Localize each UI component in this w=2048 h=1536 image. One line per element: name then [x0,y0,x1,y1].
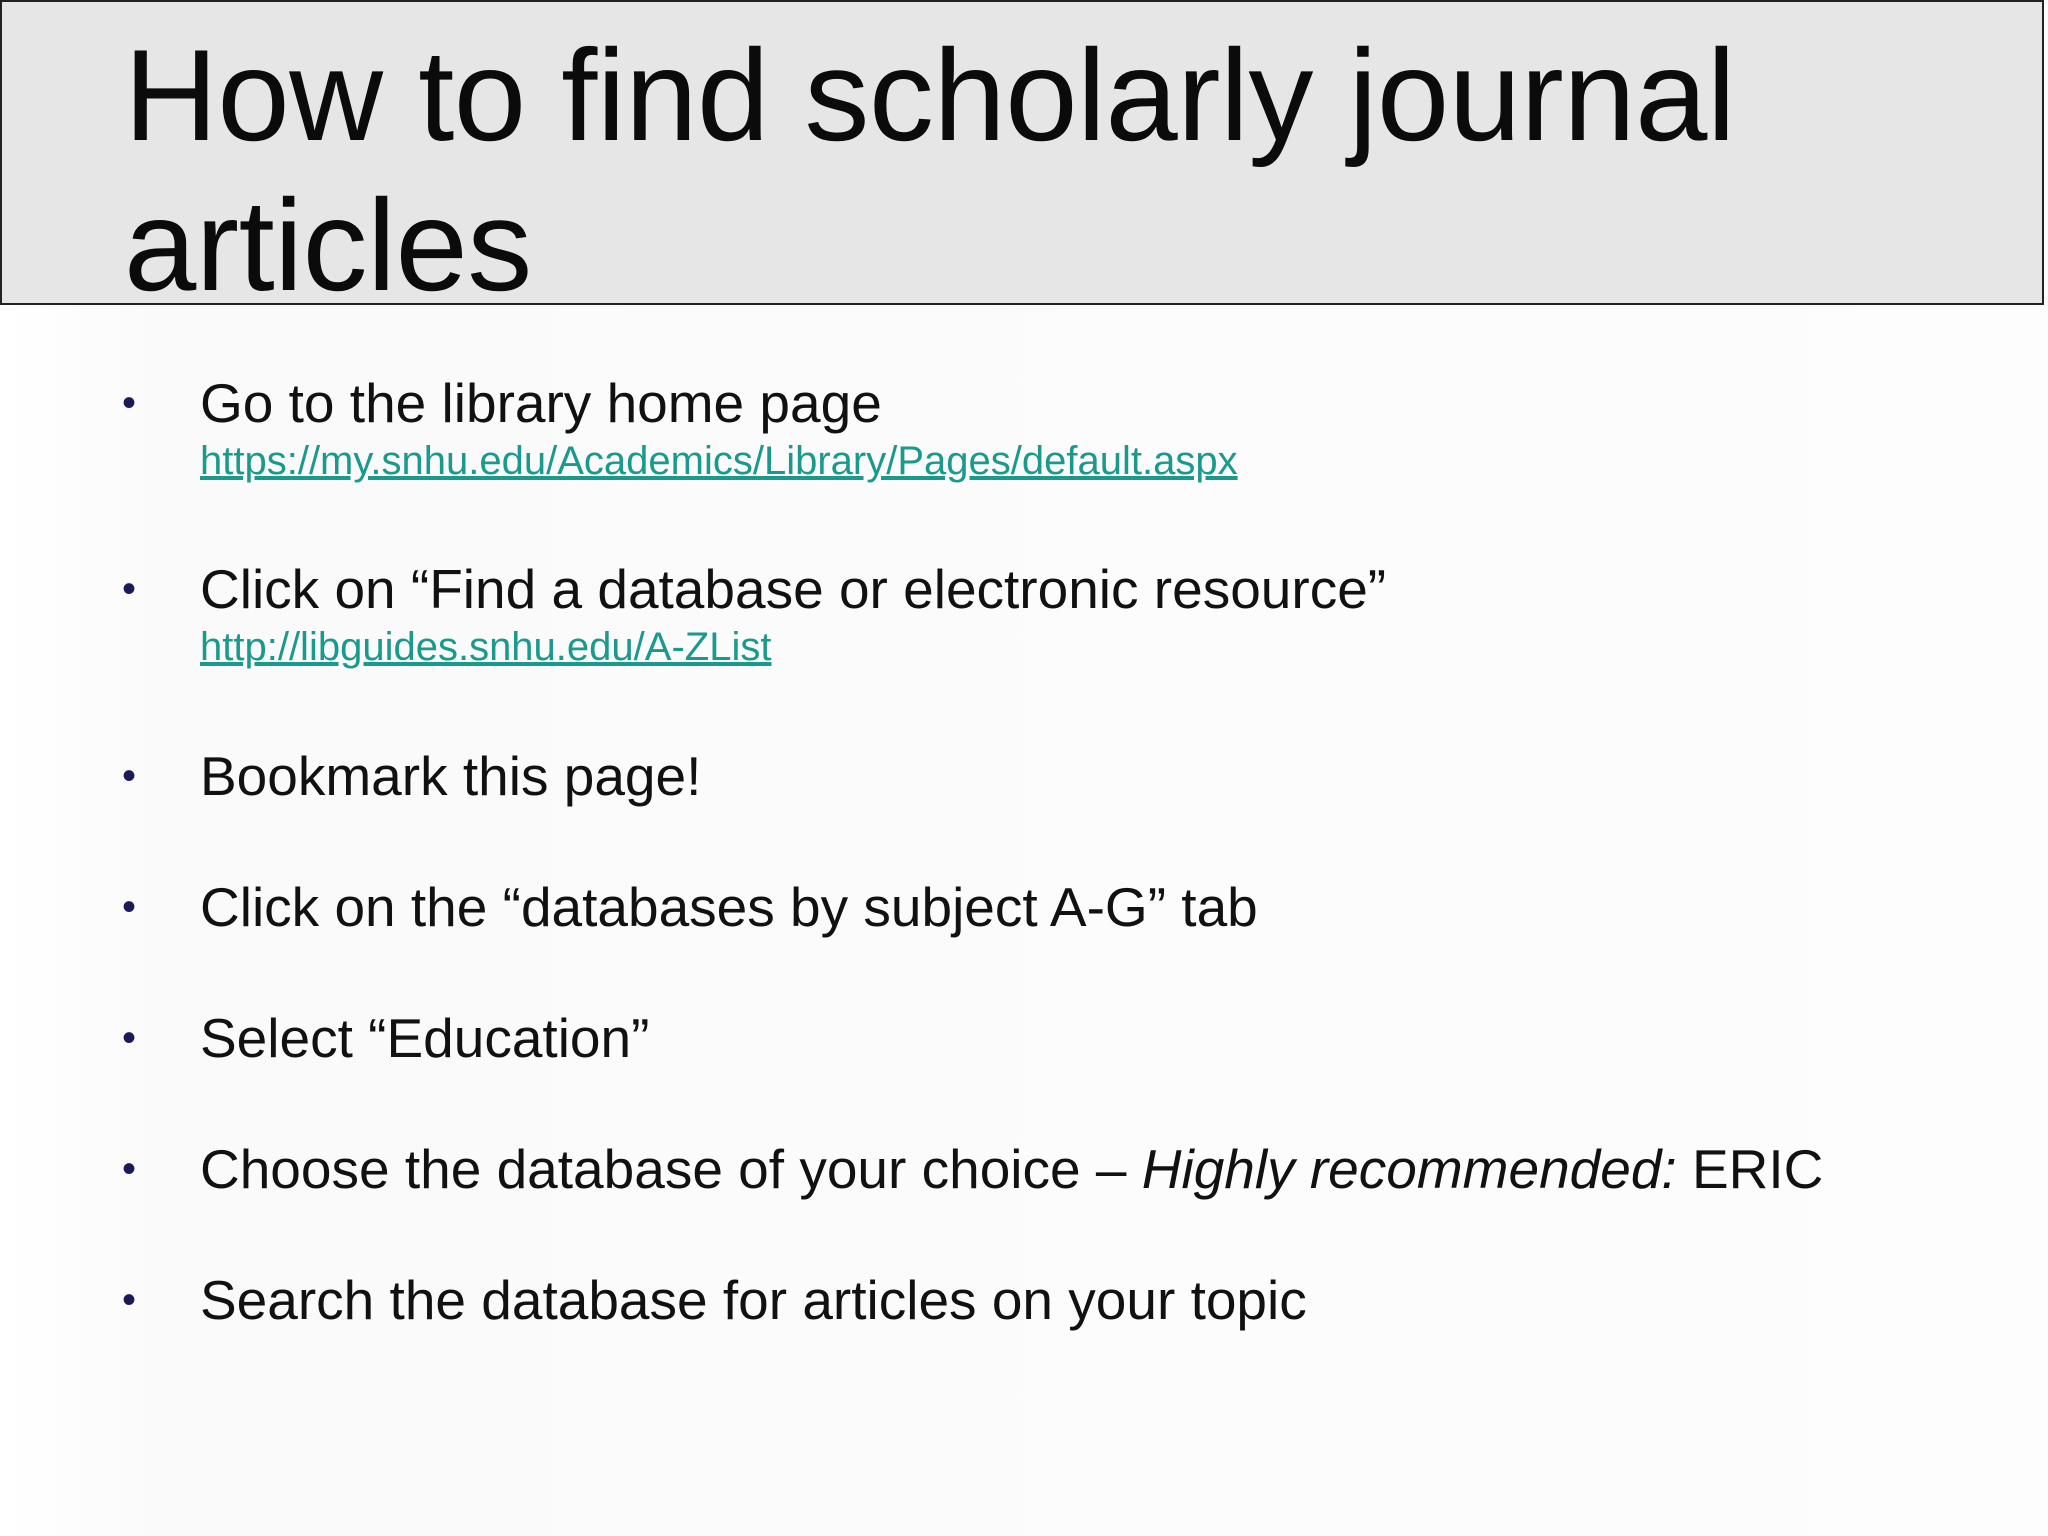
bullet-text: Bookmark this page! [200,745,702,807]
bullet-icon: • [122,1016,137,1060]
bullet-text [200,1138,1823,1200]
bullet-icon: • [122,381,137,425]
a-z-list-link[interactable]: http://libguides.snhu.edu/A-ZList [200,625,772,669]
bullet-text: Search the database for articles on your topic [200,1269,1307,1331]
library-home-link[interactable]: https://my.snhu.edu/Academics/Library/Pages/default.aspx [200,439,1238,483]
bullet-icon: • [122,1147,137,1191]
bullet-text: Go to the library home page [200,372,882,434]
bullet-text: Click on the “databases by subject A-G” tab [200,876,1258,938]
highly-recommended-label: Highly recommended: [1141,1138,1677,1200]
bullet-icon: • [122,885,137,929]
slide-title: How to find scholarly journal articles [124,22,1736,318]
bullet-text-after: ERIC [1676,1138,1824,1200]
bullet-icon: • [122,754,137,798]
bullet-text: Click on “Find a database or electronic resource” [200,558,1387,620]
bullet-icon: • [122,567,137,611]
bullet-icon: • [122,1278,137,1322]
bullet-text-before: Choose the database of your choice – [200,1138,1142,1200]
bullet-text: Select “Education” [200,1007,650,1069]
